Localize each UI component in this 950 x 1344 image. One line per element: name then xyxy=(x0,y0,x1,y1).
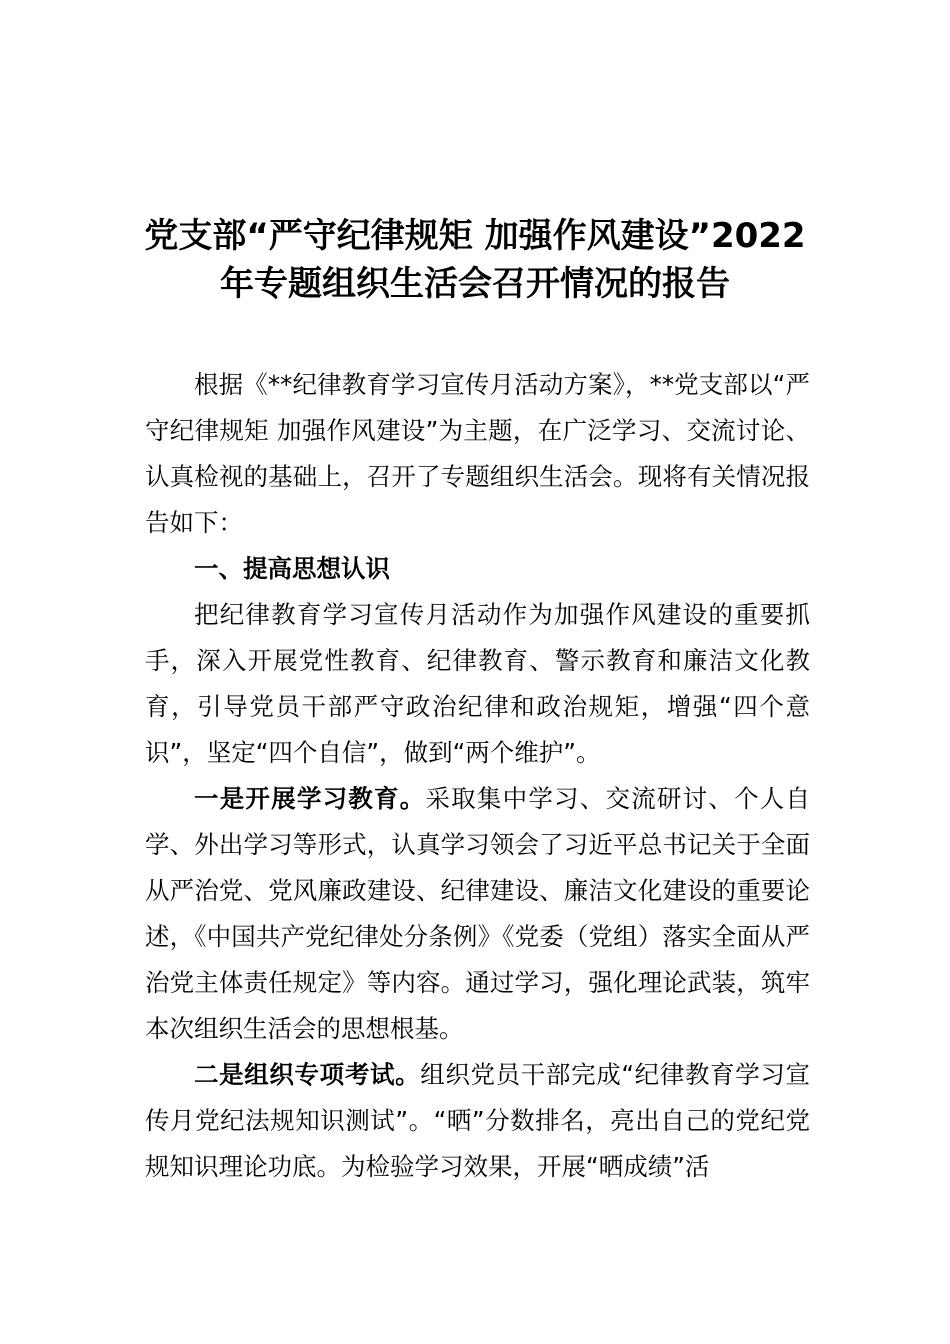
title-line-2: 年专题组织生活会召开情况的报告 xyxy=(220,264,730,304)
title-line-1: 党支部“严守纪律规矩 加强作风建设”2022 xyxy=(144,216,806,256)
document-body xyxy=(145,362,810,1190)
section-heading: 一、提高思想认识 xyxy=(194,554,390,583)
item-lead-2: 二是组织专项考试。 xyxy=(194,1060,421,1089)
item-text-1: 采取集中学习、交流研讨、个人自学、外出学习等形式，认真学习领会了习近平总书记关于全面从严治党、党风廉政建设、纪律建设、廉洁文化建设的重要论述，《中国共产党纪律处分条例》《党委（党组）落实全面从严治党主体责任规定》等内容。通过学习，强化理论武装，筑牢本次组织生活会的思想根基。 xyxy=(145,784,811,1043)
item-paragraph-2 xyxy=(145,1052,810,1190)
item-paragraph-1 xyxy=(145,776,810,1052)
intro-paragraph: 根据《**纪律教育学习宣传月活动方案》，**党支部以“严守纪律规矩 加强作风建设”为主题，在广泛学习、交流讨论、认真检视的基础上，召开了专题组织生活会。现将有关情况报告如下： xyxy=(145,370,810,537)
document-title xyxy=(110,212,840,308)
item-text-2: 组织党员干部完成“纪律教育学习宣传月党纪法规知识测试”。“晒”分数排名，亮出自己的党纪党规知识理论功底。为检验学习效果，开展“晒成绩”活 xyxy=(145,1060,811,1181)
item-lead-1: 一是开展学习教育。 xyxy=(194,784,426,813)
section-paragraph: 把纪律教育学习宣传月活动作为加强作风建设的重要抓手，深入开展党性教育、纪律教育、警示教育和廉洁文化教育，引导党员干部严守政治纪律和政治规矩，增强“四个意识”，坚定“四个自信”，做到“两个维护”。 xyxy=(145,600,810,767)
